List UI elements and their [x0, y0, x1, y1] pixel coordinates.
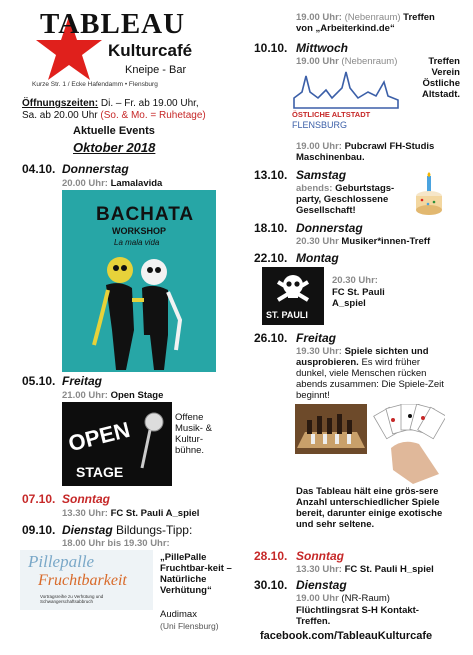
event-line: abends: Geburtstags-party, Geschlossene Gesellschaft! [296, 183, 395, 216]
opening-hours: Öffnungszeiten: Di. – Fr. ab 19.00 Uhr, Sa. ab 20.00 Uhr (So. & Mo. = Ruhetage) [22, 98, 206, 121]
event-time: 18.00 Uhr bis 19.30 Uhr: [62, 538, 170, 549]
pillepalle-place: Audimax [160, 609, 197, 620]
event-day: Dienstag Bildungs-Tipp: [62, 523, 193, 537]
event-line: 13.30 Uhr: FC St. Pauli H_spiel [296, 564, 434, 575]
event-line: 19.00 Uhr (Nebenraum) [296, 56, 398, 67]
chess-image [295, 404, 367, 454]
skyline-icon [292, 70, 400, 110]
event-day: Sonntag [62, 492, 110, 506]
poster-title: BACHATA [96, 204, 195, 225]
event-line: 20.00 Uhr: Lamalavida [62, 178, 163, 189]
event-date: 28.10. [254, 549, 288, 563]
subtitle2: Kneipe - Bar [125, 64, 187, 76]
event-date: 04.10. [22, 162, 56, 176]
event-date: 05.10. [22, 374, 56, 388]
playing-cards-icon [373, 404, 445, 484]
poster-sub2: La mala vida [114, 238, 160, 247]
event-day: Mittwoch [296, 41, 348, 55]
logo-line2: FLENSBURG [292, 120, 348, 130]
event-date: 10.10. [254, 41, 288, 55]
event-day: Sonntag [296, 549, 344, 563]
dancers-illustration [72, 250, 206, 370]
pillepalle-line1: Pillepalle [28, 552, 95, 571]
logo-line1: ÖSTLICHE ALTSTADT [292, 110, 371, 119]
chess-pieces-icon [297, 408, 365, 452]
event-line: 21.00 Uhr: Open Stage [62, 390, 164, 401]
event-text: Treffen Verein Östliche Altstadt. [422, 56, 460, 100]
event-day: Samstag [296, 168, 347, 182]
microphone-icon [136, 410, 166, 470]
event-date: 30.10. [254, 578, 288, 592]
pillepalle-line2: Fruchtbarkeit [38, 572, 127, 589]
event-date: 26.10. [254, 331, 288, 345]
event-line: 20.30 Uhr Musiker*innen-Treff [296, 236, 431, 247]
event-day: Donnerstag [296, 221, 363, 235]
birthday-cake-icon [414, 172, 444, 216]
event-day: Freitag [296, 331, 337, 345]
address: Kurze Str. 1 / Ecke Hafendamm • Flensburg [32, 81, 158, 88]
event-day: Montag [296, 251, 339, 265]
event-date: 09.10. [22, 523, 56, 537]
event-line: 19.00 Uhr (NR-Raum) [296, 593, 390, 604]
open-stage-image [62, 402, 172, 486]
event-day: Dienstag [296, 578, 347, 592]
stpauli-logo [262, 267, 324, 325]
stpauli-text: ST. PAULI [266, 310, 308, 320]
title-red: TA [40, 8, 81, 40]
top-event-line: 19.00 Uhr: (Nebenraum) Treffen von „Arbeiterkind.de“ [296, 12, 435, 34]
pillepalle-image [20, 550, 153, 610]
event-line: 19.00 Uhr: Pubcrawl FH-Studis Maschinenbau. [296, 141, 435, 163]
pillepalle-text: „PillePalle Fruchtbar-keit – Natürliche Verhütung“ [160, 552, 232, 596]
subtitle: Kulturcafé [108, 41, 193, 60]
event-date: 07.10. [22, 492, 56, 506]
open-stage-desc: Offene Musik- & Kultur-bühne. [175, 412, 212, 456]
events-label: Aktuelle Events [73, 125, 155, 137]
poster-sub: WORKSHOP [112, 226, 166, 236]
event-date: 13.10. [254, 168, 288, 182]
event-desc: 19.30 Uhr: Spiele sichten und ausprobieren. Es wird früher dunkel, viele Menschen rücken abends zusammen: Die Spiele-Zeit beginnt! [296, 346, 444, 401]
event-day: Freitag [62, 374, 103, 388]
stage-word: STAGE [76, 464, 124, 480]
event-desc-2: Das Tableau hält eine grös-sere Anzahl unterschiedlicher Spiele bereit, darunter einige exotische und sehr seltene. [296, 486, 443, 530]
event-text: Flüchtlingsrat S-H Kontakt-Treffen. [296, 605, 419, 627]
event-text: FC St. Pauli A_spiel [332, 287, 385, 309]
altstadt-logo [292, 70, 400, 134]
open-word: OPEN [65, 416, 133, 457]
event-date: 18.10. [254, 221, 288, 235]
event-day: Donnerstag [62, 162, 129, 176]
bachata-poster [62, 190, 216, 372]
facebook-link[interactable]: facebook.com/TableauKulturcafe [260, 630, 433, 642]
event-time: 20.30 Uhr: [332, 275, 378, 286]
pillepalle-small: Vortragsreihe zu Verhütung und Schwangerschaftsabbruch [40, 594, 104, 604]
event-date: 22.10. [254, 251, 288, 265]
event-line: 13.30 Uhr: FC St. Pauli A_spiel [62, 508, 200, 519]
month-title: Oktober 2018 [73, 140, 156, 155]
cards-image [373, 404, 445, 484]
skull-crossbones-icon [274, 270, 312, 308]
pillepalle-uni: (Uni Flensburg) [160, 621, 219, 631]
title-black: BLEAU [80, 8, 186, 40]
